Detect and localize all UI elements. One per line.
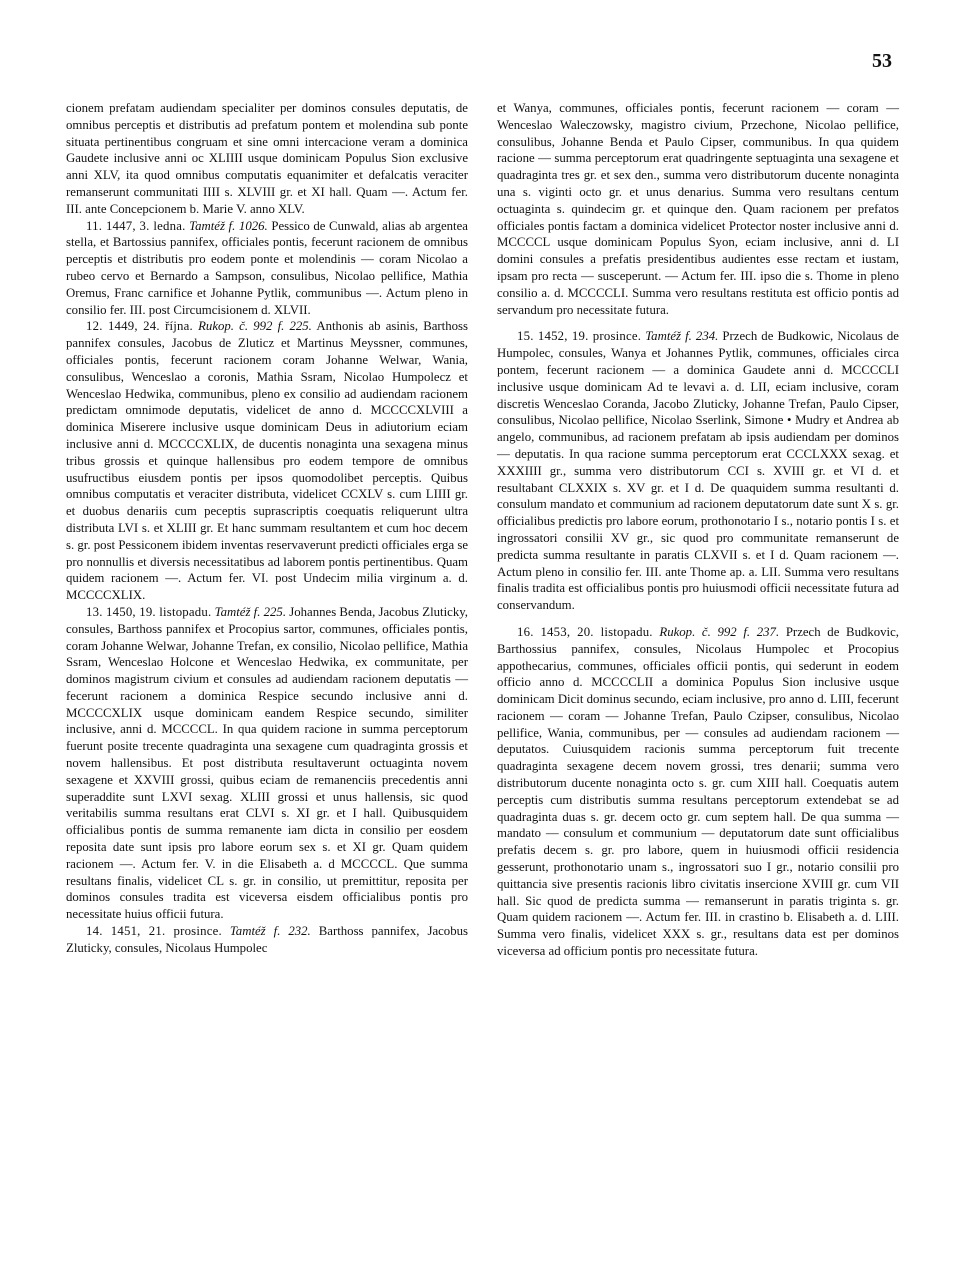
entry-15 bbox=[497, 328, 899, 614]
source-reference: Tamtéž f. 1026. bbox=[189, 218, 268, 233]
entry-12 bbox=[66, 318, 468, 604]
entry-heading: 15. 1452, 19. prosince. bbox=[517, 329, 642, 344]
entry-11 bbox=[66, 218, 468, 319]
entry-text: Johannes Benda, Jacobus Zluticky, consules, Barthoss pannifex et Procopius sartor, communes, officiales pontis, coram Johanne Welwar, Johanne Trefan, ex consilio, Nicolao pellifice, Mathia Ssram, Wenceslao Holcone et Wenceslao Hedwika, ex communitate, per dominos magistrum civium et consules ad audiendam racionem deputatis — fecerunt racionem a dominica Respice secundo inclusive anni d. MCCCCXLIX usque dominicam eandem Respice secundo, similiter inclusive, anni d. MCCCCL. In qua quidem racione in summa perceptorum fuerunt posite trecente quadraginta una sexagene cum quadraginta grossis et novem hallensibus. Et post distributa resultaverunt octuaginta novem sexagene et XXVIII grossi, quibus eciam de remanenciis precedentis anni superaddite sunt LXVI sexag. XLIII grossi et unus hallensis, sic quod veritabilis summa resultans erat CLVI s. XI gr. et I hall. Quibusquidem officialibus pontis de summa remanente iam dicta in consilio per eosdem reposita date sunt ipsis pro labore eorum sex s. et XI gr. Quam quidem racionem —. Actum fer. V. in die Elisabeth a. d MCCCCL. Que summa resultans finalis, videlicet CL s. gr. in consilio, ut premittitur, reposita per dominos consules tradita est viceversa eisdem officialibus pontis pro necessitate huius officii futura. bbox=[66, 604, 468, 922]
entry-text: Pessico de Cunwald, alias ab argentea stella, et Bartossius pannifex, officiales pontis, fecerunt racionem de omnibus perceptis et distributis pro eodem ponte et molendinis — coram Nicolao a rubeo cervo et Bernardo a Sampson, consulibus, Nicolao pellifice, Mathia Oremus, Franc carnifice et Johanne Pytlik, communibus —. Actum pleno in consilio fer. III. post Circumcisionem d. XLVII. bbox=[66, 218, 468, 317]
continued-paragraph: et Wanya, communes, officiales pontis, fecerunt racionem — coram — Wenceslao Waleczowsky, magistro civium, Przechone, Nicolao pellifice, consulibus, Johanne Benda et Paulo Cipser, communibus. In qua quidem racione — summa perceptorum erat quadringente septuaginta una sexagene et quadraginta tres gr. et sex den., summa vero distributorum ducente nonaginta una s. viginti octo gr. et unus denarius. Summa vero resultans centum octuaginta s. quindecim gr. et quinque den. Quam racionem per prefatos officiales pontis factam a dominica videlicet Protector noster inclusive anni d. MCCCCL usque dominicam Populus Syon, eciam inclusive, anni d. LI domini consules a prefatis presidentibus audientes esse rectam et iustam, ipsam pro recta — susceperunt. — Actum fer. III. ipso die s. Thome in pleno consilio a. d. MCCCCLI. Summa vero resultans restituta est officio pontis ad servandum pro necessitate futura. bbox=[497, 101, 899, 317]
entry-heading: 11. 1447, 3. ledna. bbox=[86, 218, 186, 233]
source-reference: Rukop. č. 992 f. 225. bbox=[198, 319, 312, 334]
source-reference: Tamtéž f. 225. bbox=[214, 604, 287, 619]
entry-heading: 12. 1449, 24. října. bbox=[86, 319, 193, 334]
entry-heading: 14. 1451, 21. prosince. bbox=[86, 924, 222, 939]
entry-text: Przech de Budkowic, Nicolaus de Humpolec, consules, Wanya et Johannes Pytlik, communes, officiales circa pontem, fecerunt racionem — a dominica Gaudete anni d. MCCCCLI inclusive usque dominicam Ad te levavi a. d. LII, eciam inclusive, coram discretis Wenceslao Coranda, Jacobo Zluticky, Johanne Trefan, Paulo Cipser, consulibus, Nicolao pellifice, Nicolao Sserlink, Simone • Mudry et Andrea ab angelo, communibus, ad racionem prefatam ab ipsis audiendam per dominos — deputatis. In qua racione summa perceptorum erat CCCLXXX sexag. et XXXIIII gr., summa vero distributorum CCI s. XVIII gr. et VI d. et resultabant CLXXIX s. XV gr. et I d. De quaquidem summa resultanti d. consulum mandato et communium ad racionem deputatorum date sunt X s. gr. officialibus predictis pro labore eorum, prothonotario I s., notario pontis I s. et ingrossatori consilii XV gr., sic quod pro communitate remanserunt de predicta summa resultante in paratis CLXVII s. et I d. Quam racionem —. Actum pleno in consilio fer. III. ante Thome ap. a. LII. Summa vero resultans finalis tradita est officialibus pontis pro huiusmodi officii necessitate futura ad conservandum. bbox=[497, 329, 899, 613]
continued-paragraph: cionem prefatam audiendam specialiter per dominos consules deputatis, de omnibus perceptis et distributis ad prefatum pontem et molendina sub ponte situata pertinentibus congruam et sine omni intercacione veram a dominica Gaudete inclusive anni oc XLIIII usque dominicam Populus Sion exclusive anni XLV, ita quod omnibus computatis equanimiter et defalcatis veraciter remanserunt communitati IIII s. XLVIII gr. et XI hall. Quam —. Actum fer. III. ante Concepcionem b. Marie V. anno XLV. bbox=[66, 101, 468, 216]
entry-14 bbox=[66, 923, 468, 957]
entry-text: Przech de Budkovic, Barthossius pannifex, consules, Nicolaus Humpolec et Procopius appothecarius, communes, officiales officii pontis, qui sederunt in eodem officio anno d. MCCCCLII a dominica Populus Sion inclusive usque dominicam Dicit dominus secundo, eciam inclusive, pro anno d. LIII, fecerunt racionem — coram — Johanne Trefan, Paulo Czipser, consulibus, Nicolao pellifice, Wania, communibus, per — consules ad audiendam racionem — deputatos. Cuiusquidem racionis summa perceptorum fuit trecente quadraginta sexagene decem novem grossi, tres denarii; summa vero distributorum ducente nonaginta octo s. gr. cum XIII hall. Coequatis autem perceptis cum distributis summa resultans perceptorum extendebat se ad quadraginta duas s. gr. decem octo gr. cum septem hall. De qua summa — mandato — consulum et communium — deputatorum date sunt officialibus prefatis decem s. gr. pro labore, quem in huiusmodi officii residencia gesserunt, prothonotario unam s., ingrossatori suo I gr., notario consilii pro quittancia sive presentis racionis libro civitatis insercione XVIII gr. cum VII hall. Sic quod de predicta summa — remanserunt in paratis triginta s. gr. Quam quidem racionem —. Actum fer. III. in crastino b. Elisabeth a. d. LIII. Summa vero finalis, videlicet XXX s. gr., resultans data est per dominos viceversa ad officium pontis pro necessitate futura. bbox=[497, 624, 899, 959]
entry-heading: 13. 1450, 19. listopadu. bbox=[86, 604, 212, 619]
source-reference: Tamtéž f. 234. bbox=[645, 329, 719, 344]
entry-text: Barthoss pannifex, Jacobus Zluticky, consules, Nicolaus Humpolec bbox=[66, 924, 468, 955]
right-column bbox=[497, 100, 899, 960]
entry-heading: 16. 1453, 20. listopadu. bbox=[517, 624, 653, 639]
page-number: 53 bbox=[872, 50, 892, 72]
entry-text: Anthonis ab asinis, Barthoss pannifex consules, Jacobus de Zluticz et Martinus Meyssner, communes, officiales pontis, fecerunt racionem coram Johanne Welwar, Wania, consulibus, Wenceslao a coronis, Mathia Ssram, Nicolao Humpolecz et Wenceslao Hedwika, communibus, pleno ex consilio ad audiendam racionem predictam omnimode deputatis, videlicet de anno d. MCCCCXLVIII a dominica Miserere inclusive usque dominicam Deus in adiutorium eciam inclusive anni d. MCCCCXLIX, de ducentis nonaginta una sexagena minus tribus grossis et quinque hallensibus pro eodem tempore de omnibus usufructibus eiusdem pontis per ipsos quomodolibet perceptis. Quibus omnibus computatis et veraciter distributa, videlicet CCXLV s. cum LIIII gr. et duobus denariis cum peceptis suprascriptis coequatis reliquerunt ultra distributa LVI s. et XLIII gr. Et hanc summam resultantem et cum hoc decem s. gr. post Pessiconem ibidem inventas reservaverunt predicti officiales erga se pro nonnullis et diversis necessitatibus ad laborem pontis pertinentibus. Quam quidem racionem —. Actum fer. VI. post Undecim milia virginum a. d. MCCCCXLIX. bbox=[66, 319, 468, 603]
source-reference: Tamtéž f. 232. bbox=[229, 924, 311, 939]
entry-13 bbox=[66, 604, 468, 923]
source-reference: Rukop. č. 992 f. 237. bbox=[659, 624, 780, 639]
entry-16 bbox=[497, 624, 899, 960]
left-column bbox=[66, 100, 468, 957]
